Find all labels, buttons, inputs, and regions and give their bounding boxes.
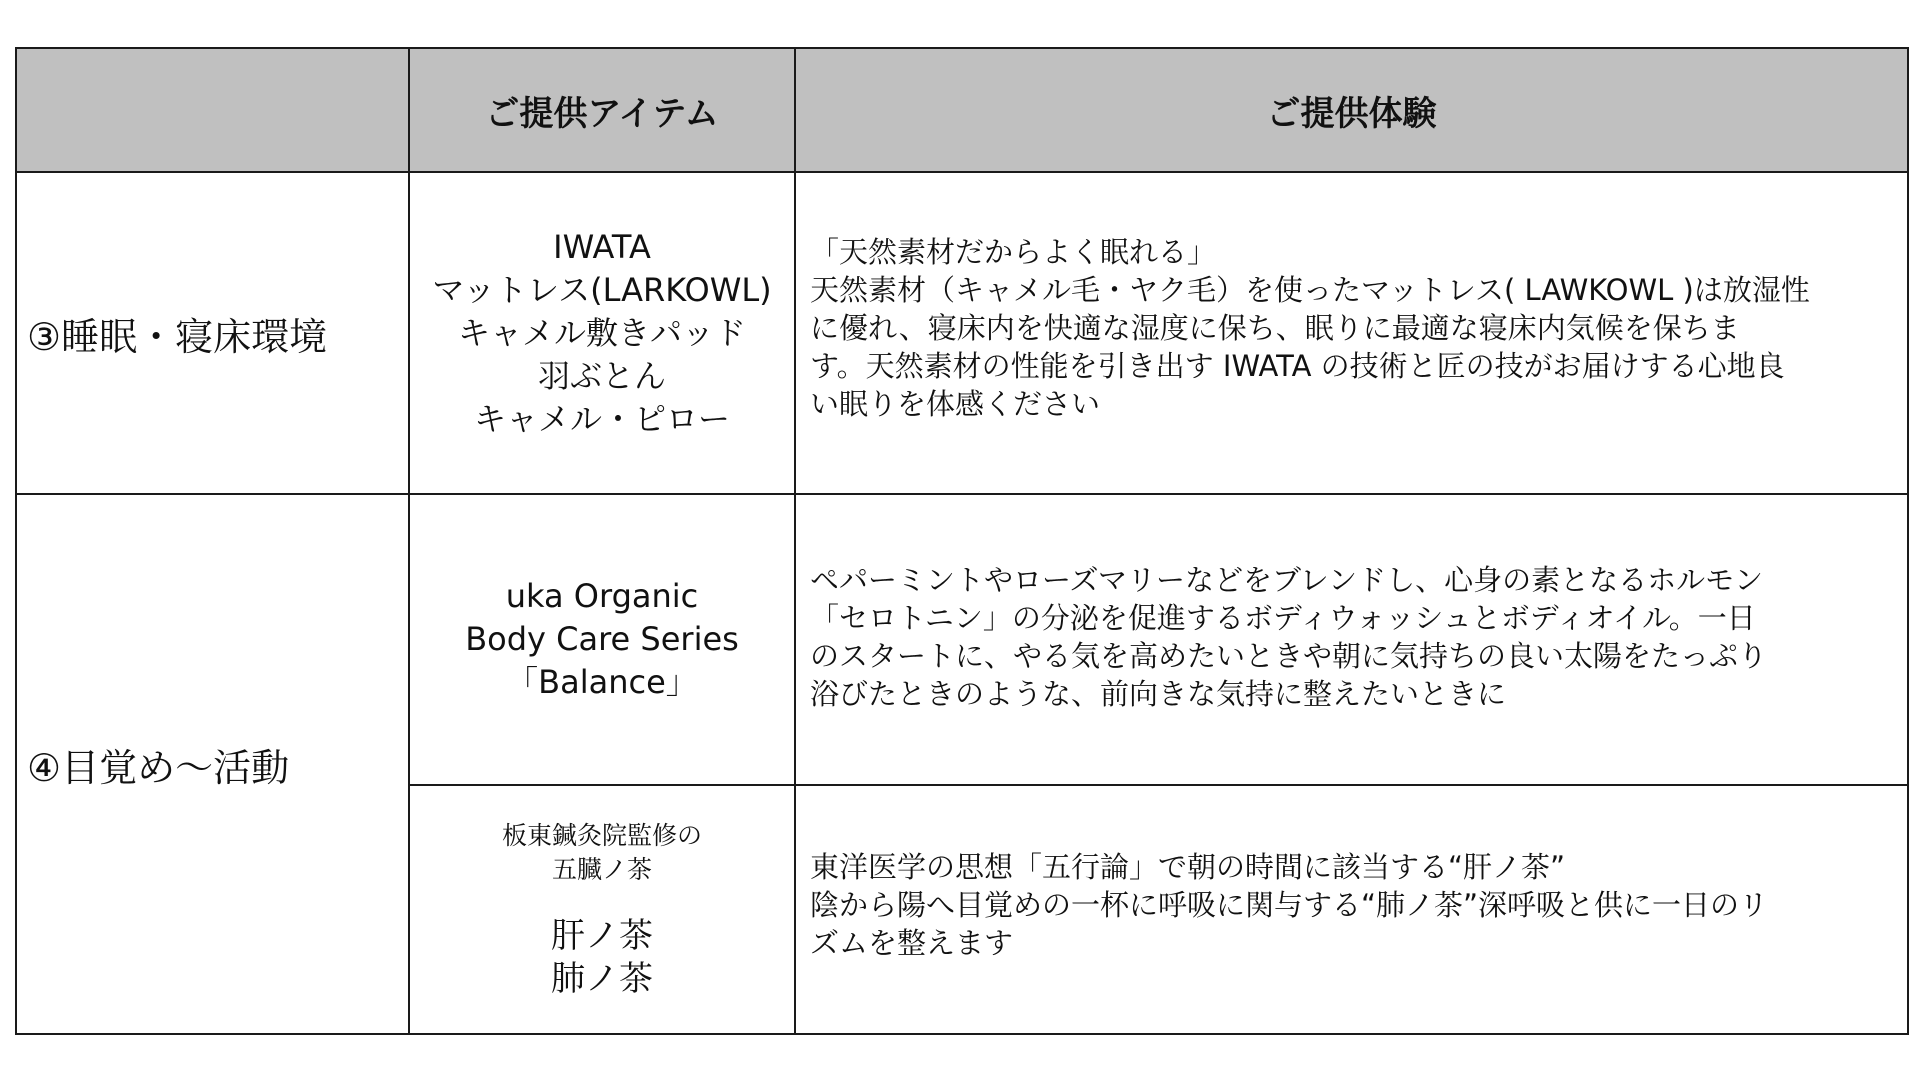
description-line: 東洋医学の思想「五行論」で朝の時間に該当する“肝ノ茶”: [810, 850, 1566, 884]
items-sleep: [409, 172, 795, 494]
description-line: のスタートに、やる気を高めたいときや朝に気持ちの良い太陽をたっぷり: [810, 639, 1768, 673]
table-header-row: [16, 48, 1908, 172]
table-row-sleep: [16, 172, 1908, 494]
header-empty-cell: [16, 48, 409, 172]
item-line: 肺ノ茶: [551, 958, 653, 999]
item-line: マットレス(LARKOWL): [432, 270, 772, 309]
description-line: 浴びたときのような、前向きな気持に整えたいときに: [810, 677, 1507, 711]
description-line: 「天然素材だからよく眠れる」: [810, 235, 1217, 269]
description-line: ペパーミントやローズマリーなどをブレンドし、心身の素となるホルモン: [810, 563, 1764, 597]
description-line: 陰から陽へ目覚めの一杯に呼吸に関与する“肺ノ茶”深呼吸と供に一日のリ: [810, 888, 1769, 922]
description-line: す。天然素材の性能を引き出す IWATA の技術と匠の技がお届けする心地良: [810, 349, 1785, 383]
item-line: キャメル・ピロー: [473, 399, 730, 438]
description-line: 「セロトニン」の分泌を促進するボディウォッシュとボディオイル。一日: [810, 601, 1756, 635]
spacer: [410, 887, 794, 915]
category-sleep: ③睡眠・寝床環境: [16, 172, 409, 494]
item-line-small: 板東鍼灸院監修の: [501, 820, 702, 850]
items-bodycare: [409, 494, 795, 785]
header-items: ご提供アイテム: [409, 48, 795, 172]
description-line: 天然素材（キャメル毛・ヤク毛）を使ったマットレス( LAWKOWL )は放湿性: [810, 273, 1810, 307]
description-sleep: [795, 172, 1908, 494]
items-tea: [409, 785, 795, 1034]
service-table: [15, 47, 1909, 1035]
description-bodycare: [795, 494, 1908, 785]
item-line-small: 五臓ノ茶: [551, 854, 652, 884]
description-tea: [795, 785, 1908, 1034]
description-line: い眠りを体感ください: [810, 387, 1101, 421]
category-wake: ④目覚め～活動: [16, 494, 409, 1034]
item-line: IWATA: [553, 227, 651, 266]
table-row-wake-bodycare: [16, 494, 1908, 785]
item-line: uka Organic: [505, 577, 699, 615]
item-line: 肝ノ茶: [551, 915, 653, 956]
item-line: 羽ぶとん: [537, 356, 666, 395]
item-line: キャメル敷きパッド: [457, 313, 746, 352]
header-experience: ご提供体験: [795, 48, 1908, 172]
service-table-container: [15, 47, 1907, 1033]
description-line: ズムを整えます: [810, 926, 1014, 960]
item-line: 「Balance」: [506, 663, 698, 701]
description-line: に優れ、寝床内を快適な湿度に保ち、眠りに最適な寝床内気候を保ちま: [810, 311, 1740, 345]
item-line: Body Care Series: [465, 620, 739, 658]
